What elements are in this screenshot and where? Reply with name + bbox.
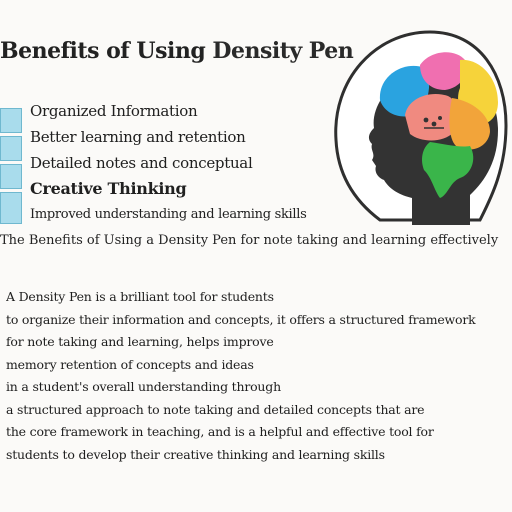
- paragraph-line: in a student's overall understanding through: [6, 379, 281, 394]
- page-title: [0, 38, 354, 64]
- sidebar-block: [0, 164, 22, 189]
- paragraph-line: students to develop their creative thinking and learning skills: [6, 446, 385, 462]
- list-item: Improved understanding and learning skills: [30, 207, 307, 222]
- list-item: Detailed notes and conceptual: [30, 154, 253, 172]
- list-item: Organized Information: [30, 102, 198, 120]
- benefit-list: [30, 98, 340, 228]
- paragraph-line: a structured approach to note taking and detailed concepts that are: [6, 401, 425, 417]
- sidebar-block: [0, 136, 22, 161]
- body-paragraph: [6, 286, 506, 466]
- list-item: Better learning and retention: [30, 128, 246, 146]
- sidebar-block: [0, 192, 22, 224]
- title-left: Benefits of Using: [0, 38, 206, 64]
- sidebar-color-blocks: [0, 108, 22, 227]
- section-subheading: The Benefits of Using a Density Pen for note taking and learning effectively: [0, 233, 499, 248]
- paragraph-line: to organize their information and concepts, it offers a structured framework: [6, 311, 476, 327]
- paragraph-line: memory retention of concepts and ideas: [6, 356, 254, 372]
- sidebar-block: [0, 108, 22, 133]
- paragraph-line: for note taking and learning, helps improve: [6, 334, 274, 349]
- list-item: Creative Thinking: [30, 179, 187, 198]
- brain-head-icon: [320, 20, 510, 235]
- paragraph-line: A Density Pen is a brilliant tool for students: [6, 289, 274, 304]
- title-right: Density Pen: [212, 38, 354, 64]
- brain-head-illustration: [320, 20, 510, 235]
- paragraph-line: the core framework in teaching, and is a helpful and effective tool for: [6, 424, 434, 439]
